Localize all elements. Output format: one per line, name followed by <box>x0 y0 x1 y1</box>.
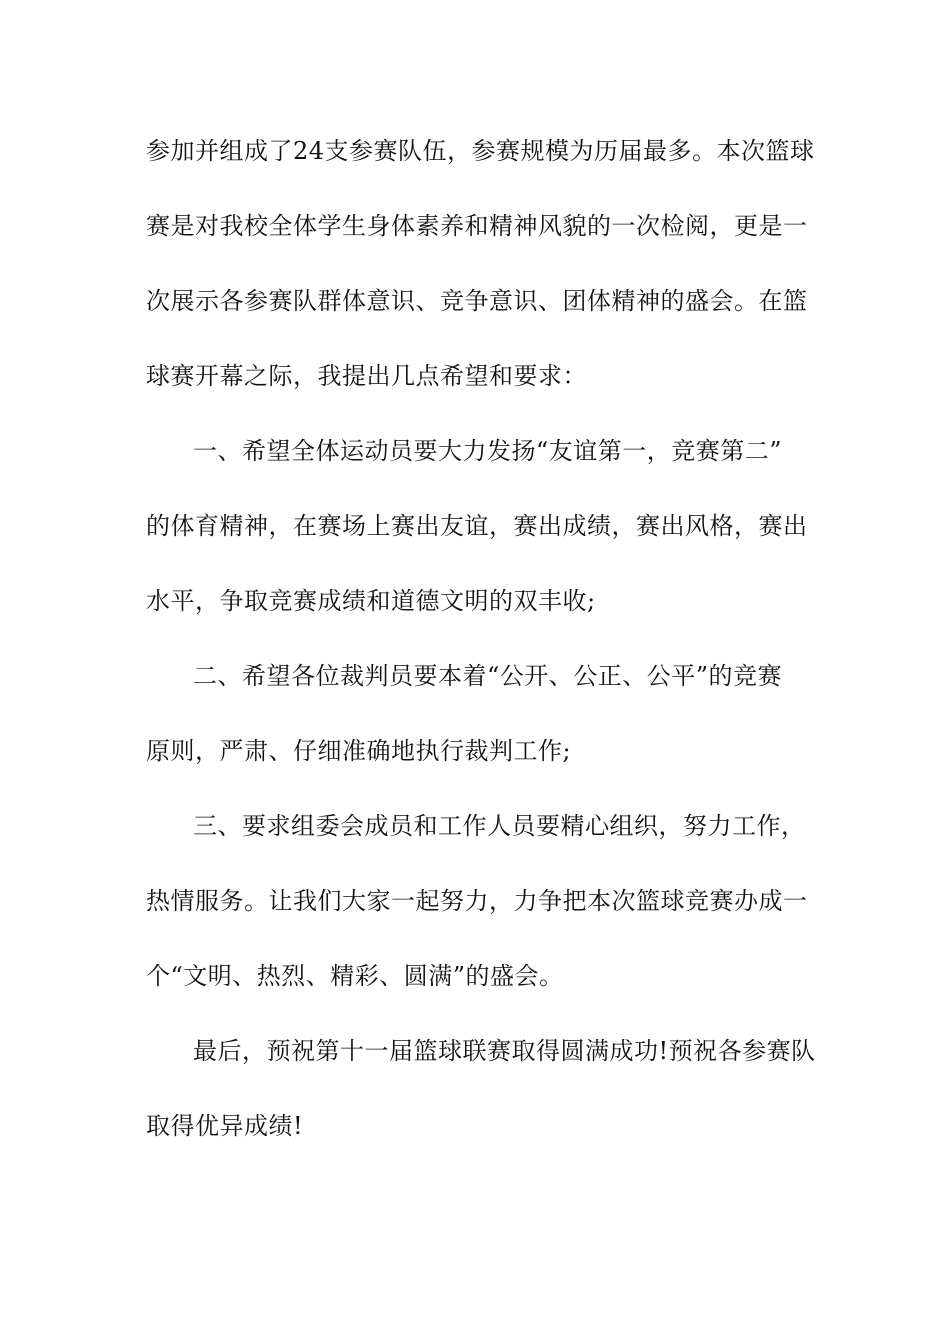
paragraph-line: 取得优异成绩! <box>146 1112 304 1140</box>
paragraph-line: 水平，争取竞赛成绩和道德文明的双丰收; <box>146 587 596 615</box>
paragraph-line: 热情服务。让我们大家一起努力，力争把本次篮球竞赛办成一 <box>146 887 808 915</box>
paragraph-line: 一、希望全体运动员要大力发扬“友谊第一，竞赛第二” <box>193 437 783 465</box>
paragraph-line: 原则，严肃、仔细准确地执行裁判工作; <box>146 737 572 765</box>
paragraph-line: 次展示各参赛队群体意识、竞争意识、团体精神的盛会。在篮 <box>146 287 808 315</box>
paragraph-line: 的体育精神，在赛场上赛出友谊，赛出成绩，赛出风格，赛出 <box>146 512 808 540</box>
paragraph-line: 二、希望各位裁判员要本着“公开、公正、公平”的竞赛 <box>193 662 783 690</box>
paragraph-line: 最后，预祝第十一届篮球联赛取得圆满成功!预祝各参赛队 <box>193 1037 816 1065</box>
paragraph-line: 赛是对我校全体学生身体素养和精神风貌的一次检阅，更是一 <box>146 212 808 240</box>
paragraph-line: 个“文明、热烈、精彩、圆满”的盛会。 <box>146 962 564 990</box>
paragraph-line: 球赛开幕之际，我提出几点希望和要求： <box>146 362 587 390</box>
paragraph-line: 参加并组成了24支参赛队伍，参赛规模为历届最多。本次篮球 <box>146 137 815 165</box>
paragraph-line: 三、要求组委会成员和工作人员要精心组织，努力工作， <box>193 812 806 840</box>
